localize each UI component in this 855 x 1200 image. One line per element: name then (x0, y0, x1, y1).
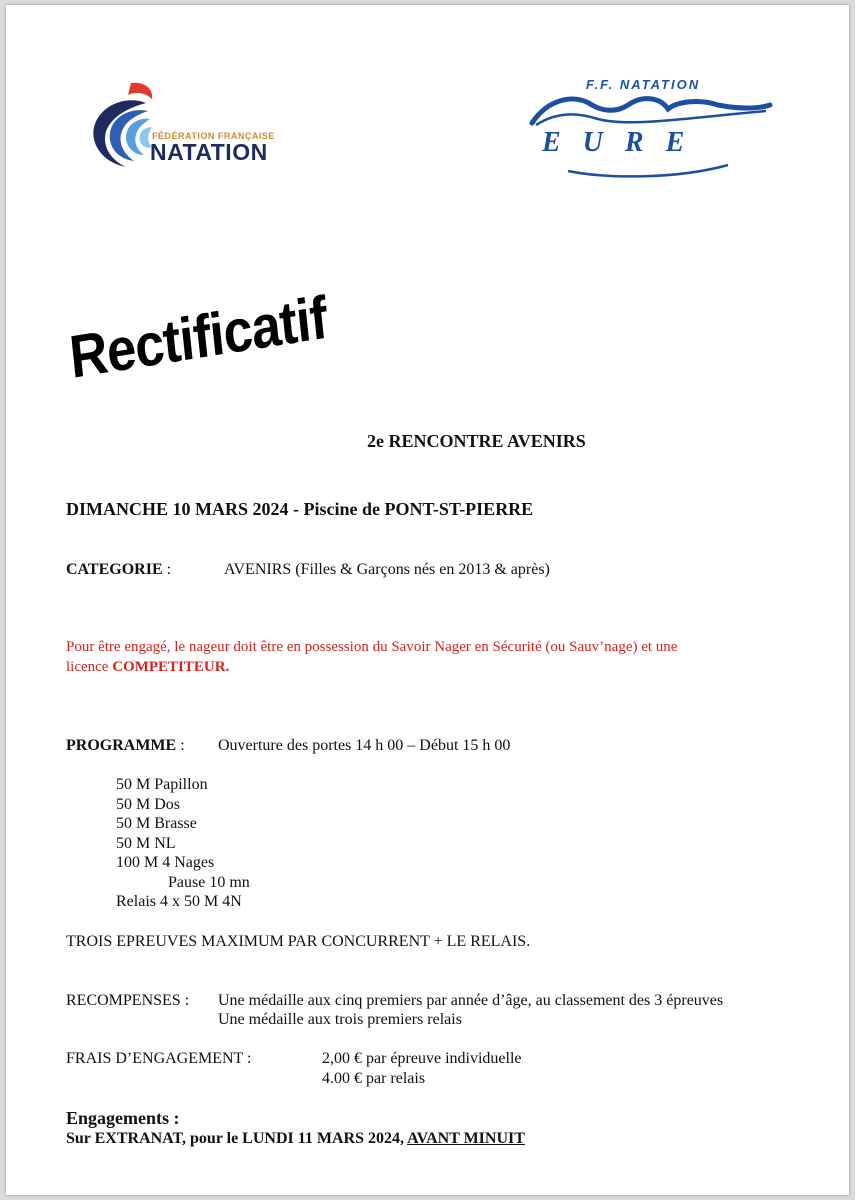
ffn-logo-subtitle: FÉDÉRATION FRANÇAISE (152, 131, 275, 141)
programme-item: 50 M NL (116, 835, 176, 852)
ffn-logo-title: NATATION (150, 139, 268, 165)
programme-relais: Relais 4 x 50 M 4N (116, 893, 242, 910)
categorie-sep: : (166, 561, 172, 578)
notice-line-1: Pour être engagé, le nageur doit être en possession du Savoir Nager en Sécurité (ou Sauv’nage) et une (66, 639, 678, 655)
recompenses-line-2: Une médaille aux trois premiers relais (218, 1011, 462, 1028)
programme-sep: : (180, 737, 185, 754)
programme-item: 100 M 4 Nages (116, 854, 215, 871)
programme-item: 50 M Dos (116, 796, 181, 813)
notice-prefix: licence (66, 659, 113, 675)
categorie-value: AVENIRS (Filles & Garçons nés en 2013 & après) (224, 561, 550, 578)
ffn-logo (86, 75, 321, 180)
notice-line-2 (66, 659, 229, 676)
notice-licence: COMPETITEUR. (112, 659, 230, 675)
eure-logo-subtitle: F.F. NATATION (586, 77, 701, 92)
categorie-label: CATEGORIE (66, 561, 163, 578)
eure-logo-title: EURE (542, 127, 707, 158)
frais-line-1: 2,00 € par épreuve individuelle (322, 1050, 522, 1067)
programme-pause: Pause 10 mn (168, 874, 250, 891)
rule-text: TROIS EPREUVES MAXIMUM PAR CONCURRENT + LE RELAIS. (66, 933, 531, 950)
categorie-row (66, 561, 171, 579)
frais-line-2: 4.00 € par relais (322, 1070, 426, 1087)
programme-item: 50 M Brasse (116, 815, 197, 832)
programme-item: 50 M Papillon (116, 776, 208, 793)
recompenses-line-1: Une médaille aux cinq premiers par année d’âge, au classement des 3 épreuves (218, 992, 724, 1009)
event-name: 2e RENCONTRE AVENIRS (367, 431, 586, 451)
engagements-text (66, 1130, 525, 1148)
engagements-deadline: AVANT MINUIT (407, 1130, 525, 1147)
engagements-detail: Sur EXTRANAT, pour le LUNDI 11 MARS 2024, (66, 1130, 408, 1147)
engagements-heading: Engagements : (66, 1108, 180, 1128)
programme-label: PROGRAMME (66, 737, 177, 754)
document-page (6, 5, 849, 1195)
frais-label: FRAIS D’ENGAGEMENT : (66, 1050, 252, 1067)
recompenses-label: RECOMPENSES : (66, 992, 190, 1009)
programme-row (66, 737, 185, 755)
programme-hours: Ouverture des portes 14 h 00 – Début 15 h 00 (218, 737, 511, 754)
event-date-place: DIMANCHE 10 MARS 2024 - Piscine de PONT-ST-PIERRE (66, 499, 534, 519)
eure-logo (528, 75, 778, 185)
rectificatif-title: Rectificatif (66, 283, 330, 391)
